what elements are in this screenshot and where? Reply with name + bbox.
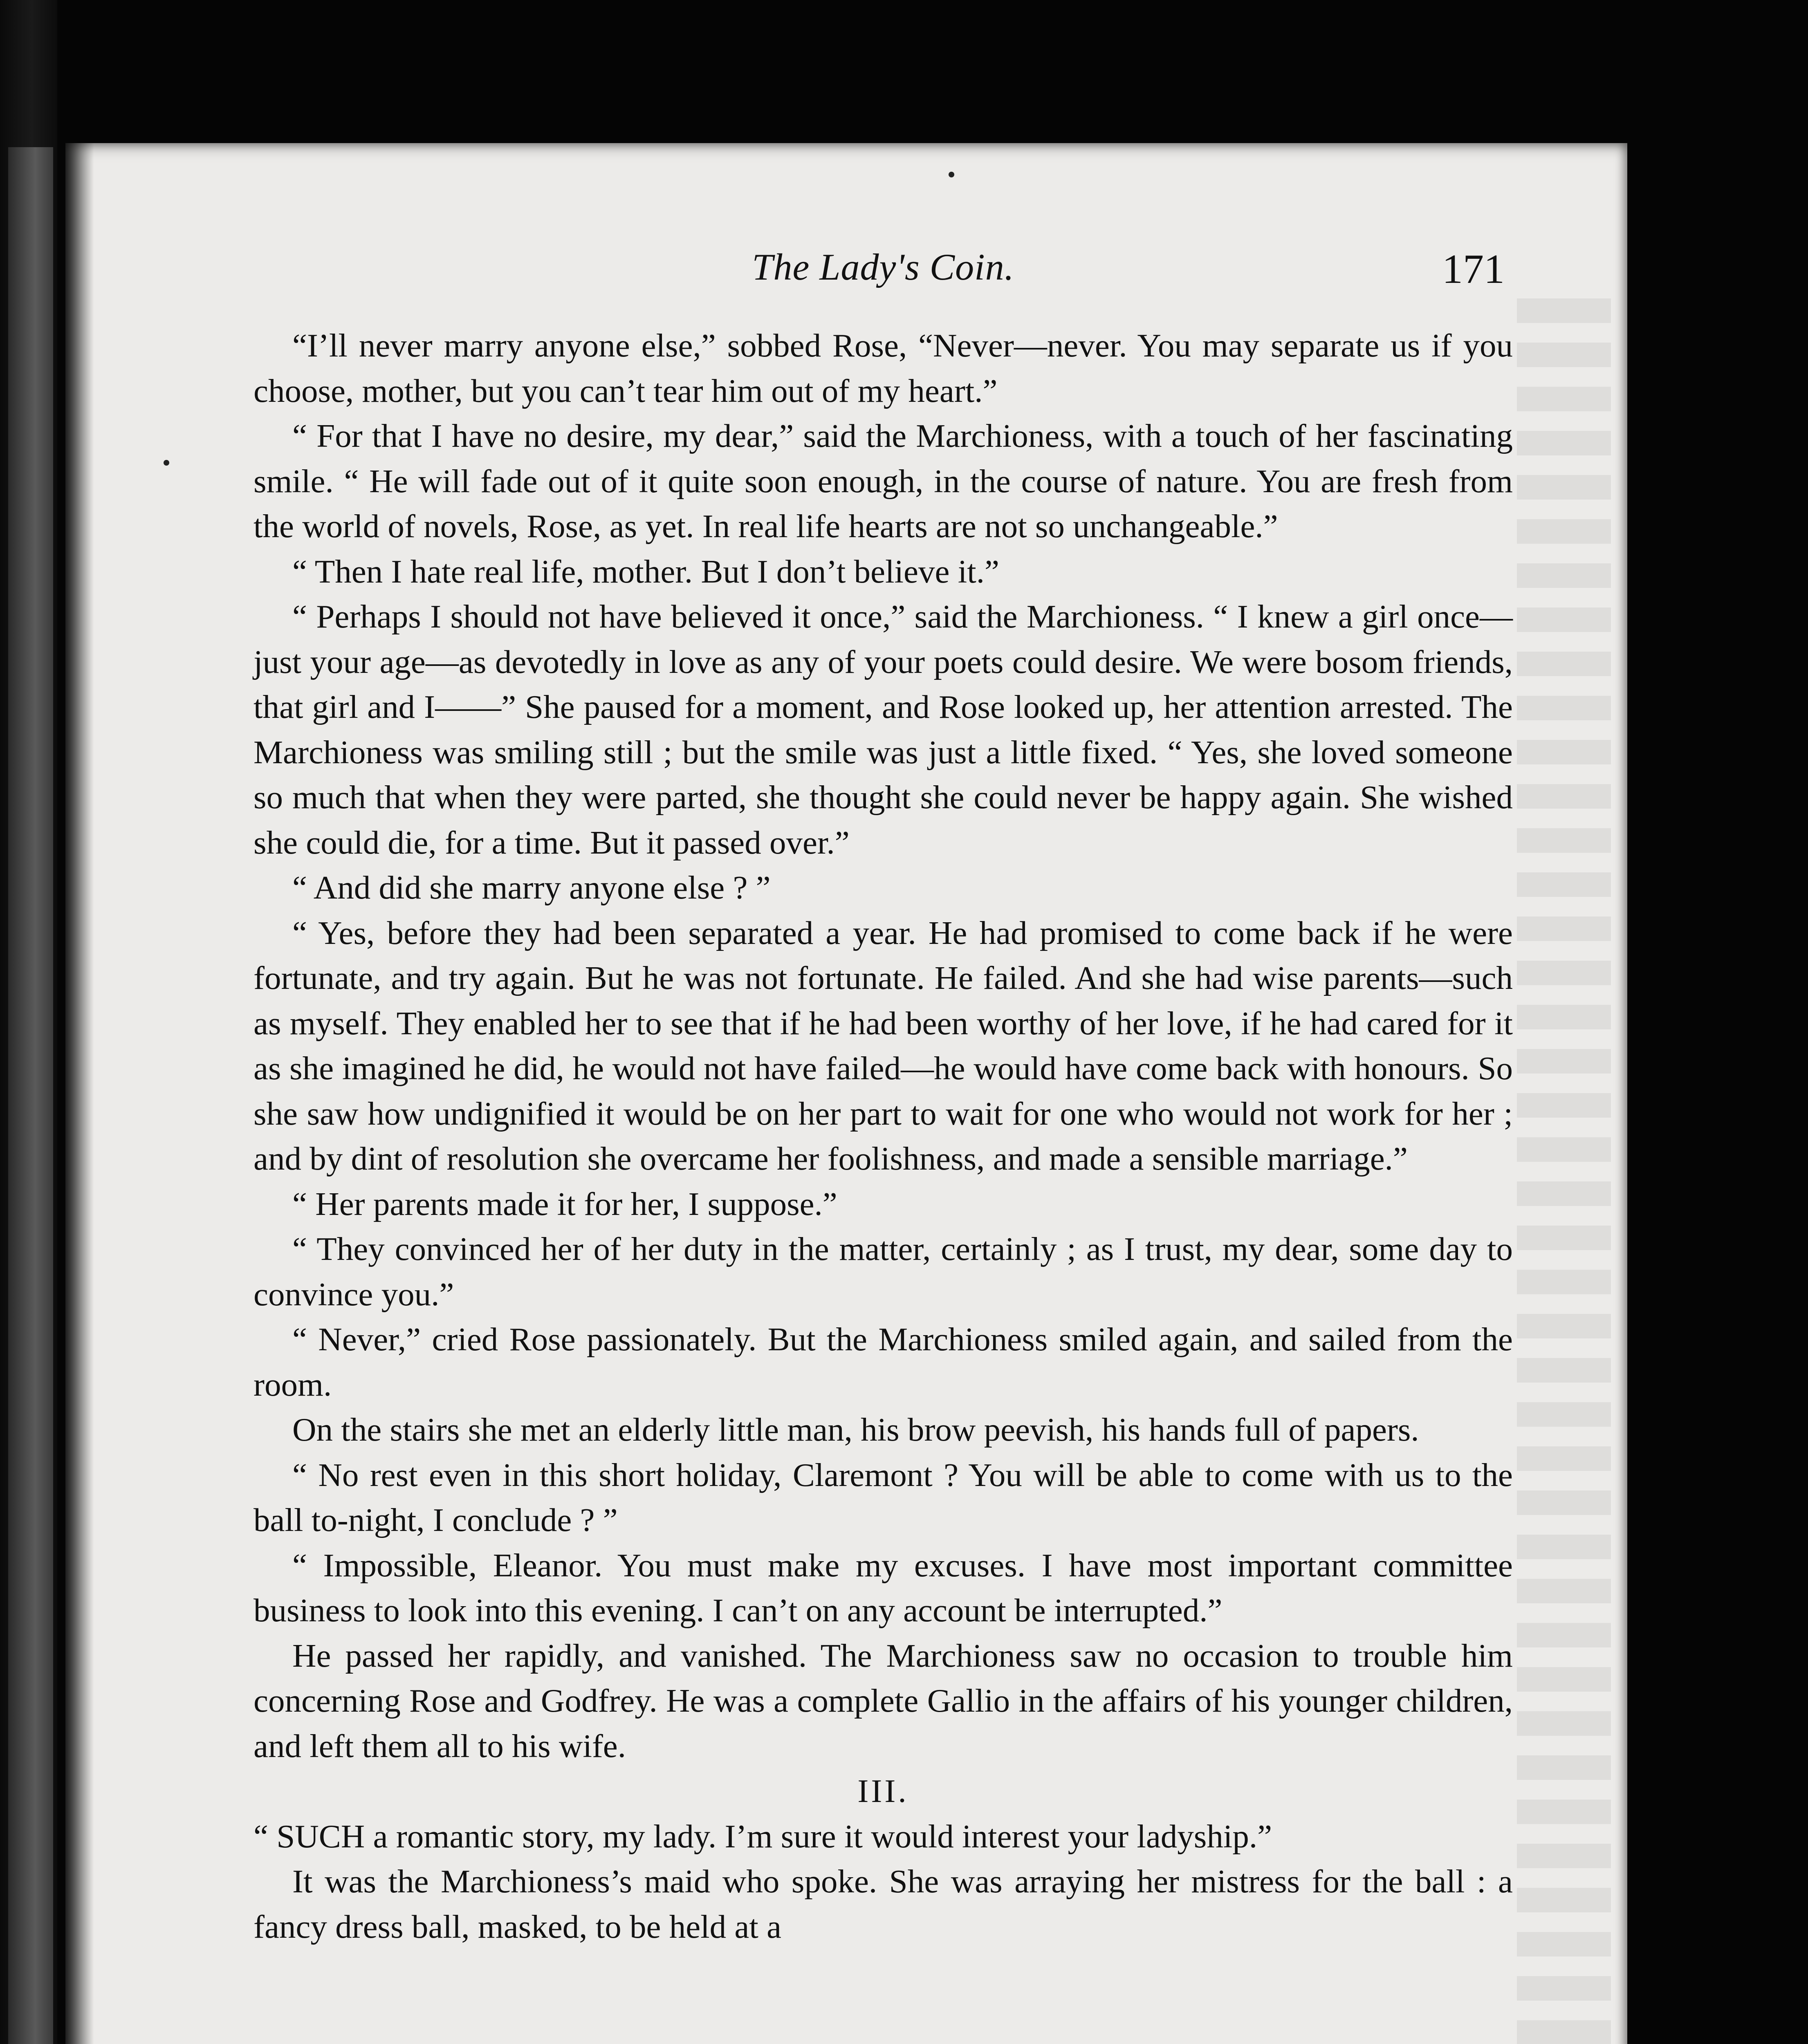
paragraph: “ Never,” cried Rose passionately. But the Marchioness smiled again, and sailed from the room. xyxy=(253,1321,1513,1403)
book-page xyxy=(65,143,1627,2044)
spine-shadow xyxy=(65,143,94,2044)
paragraph: “ Then I hate real life, mother. But I don’t believe it.” xyxy=(292,553,999,590)
paragraph: “ Her parents made it for her, I suppose.” xyxy=(292,1185,837,1222)
page-number: 171 xyxy=(1442,246,1505,292)
previous-page-edge xyxy=(8,147,53,2044)
page-header xyxy=(253,245,1513,303)
paragraph: “ Yes, before they had been separated a year. He had promised to come back if he were fortunate, and try again. But he was not fortunate. He failed. And she had wise parents—such as myself. They enabled her to see that if he had been worthy of her love, if he had cared for it as she imagined he did, he would not have failed—he would have come back with honours. So she saw how undignified it would be on her part to wait for one who would not work for her ; and by dint of resolution she overcame her foolishness, and made a sensible marriage.” xyxy=(253,914,1513,1177)
page-speck xyxy=(949,172,954,177)
paragraph: He passed her rapidly, and vanished. The Marchioness saw no occasion to trouble him concerning Rose and Godfrey. He was a complete Gallio in the affairs of his younger children, and left them all to his wife. xyxy=(253,1637,1513,1764)
paragraph: On the stairs she met an elderly little man, his brow peevish, his hands full of papers. xyxy=(292,1411,1419,1448)
paragraph: “ Impossible, Eleanor. You must make my excuses. I have most important committee business to look into this evening. I can’t on any account be interrupted.” xyxy=(253,1546,1513,1629)
paragraph: It was the Marchioness’s maid who spoke. She was arraying her mistress for the ball : a fancy dress ball, masked, to be held at a xyxy=(253,1863,1513,1945)
paragraph: “ SUCH a romantic story, my lady. I’m sure it would interest your ladyship.” xyxy=(253,1818,1272,1855)
running-head: The Lady's Coin. xyxy=(752,246,1014,288)
body-text xyxy=(253,323,1513,1949)
paragraph: “ No rest even in this short holiday, Claremont ? You will be able to come with us to the ball to-night, I conclude ? ” xyxy=(253,1456,1513,1538)
section-number: III. xyxy=(857,1773,909,1809)
paragraph: “ For that I have no desire, my dear,” said the Marchioness, with a touch of her fascinating smile. “ He will fade out of it quite soon enough, in the course of nature. You are fresh from the world of novels, Rose, as yet. In real life hearts are not so unchangeable.” xyxy=(253,417,1513,545)
paragraph: “ Perhaps I should not have believed it once,” said the Marchioness. “ I knew a girl once—just your age—as devotedly in love as any of your poets could desire. We were bosom friends, that girl and I——” She paused for a moment, and Rose looked up, her attention arrested. The Marchioness was smiling still ; but the smile was just a little fixed. “ Yes, she loved someone so much that when they were parted, she thought she could never be happy again. She wished she could die, for a time. But it passed over.” xyxy=(253,598,1513,861)
paragraph: “I’ll never marry anyone else,” sobbed Rose, “Never—never. You may separate us if you choose, mother, but you can’t tear him out of my heart.” xyxy=(253,327,1513,409)
show-through-texture xyxy=(1517,298,1611,2044)
paragraph: “ They convinced her of her duty in the matter, certainly ; as I trust, my dear, some day to convince you.” xyxy=(253,1230,1513,1313)
paragraph: “ And did she marry anyone else ? ” xyxy=(292,869,771,906)
page-speck xyxy=(164,460,169,466)
